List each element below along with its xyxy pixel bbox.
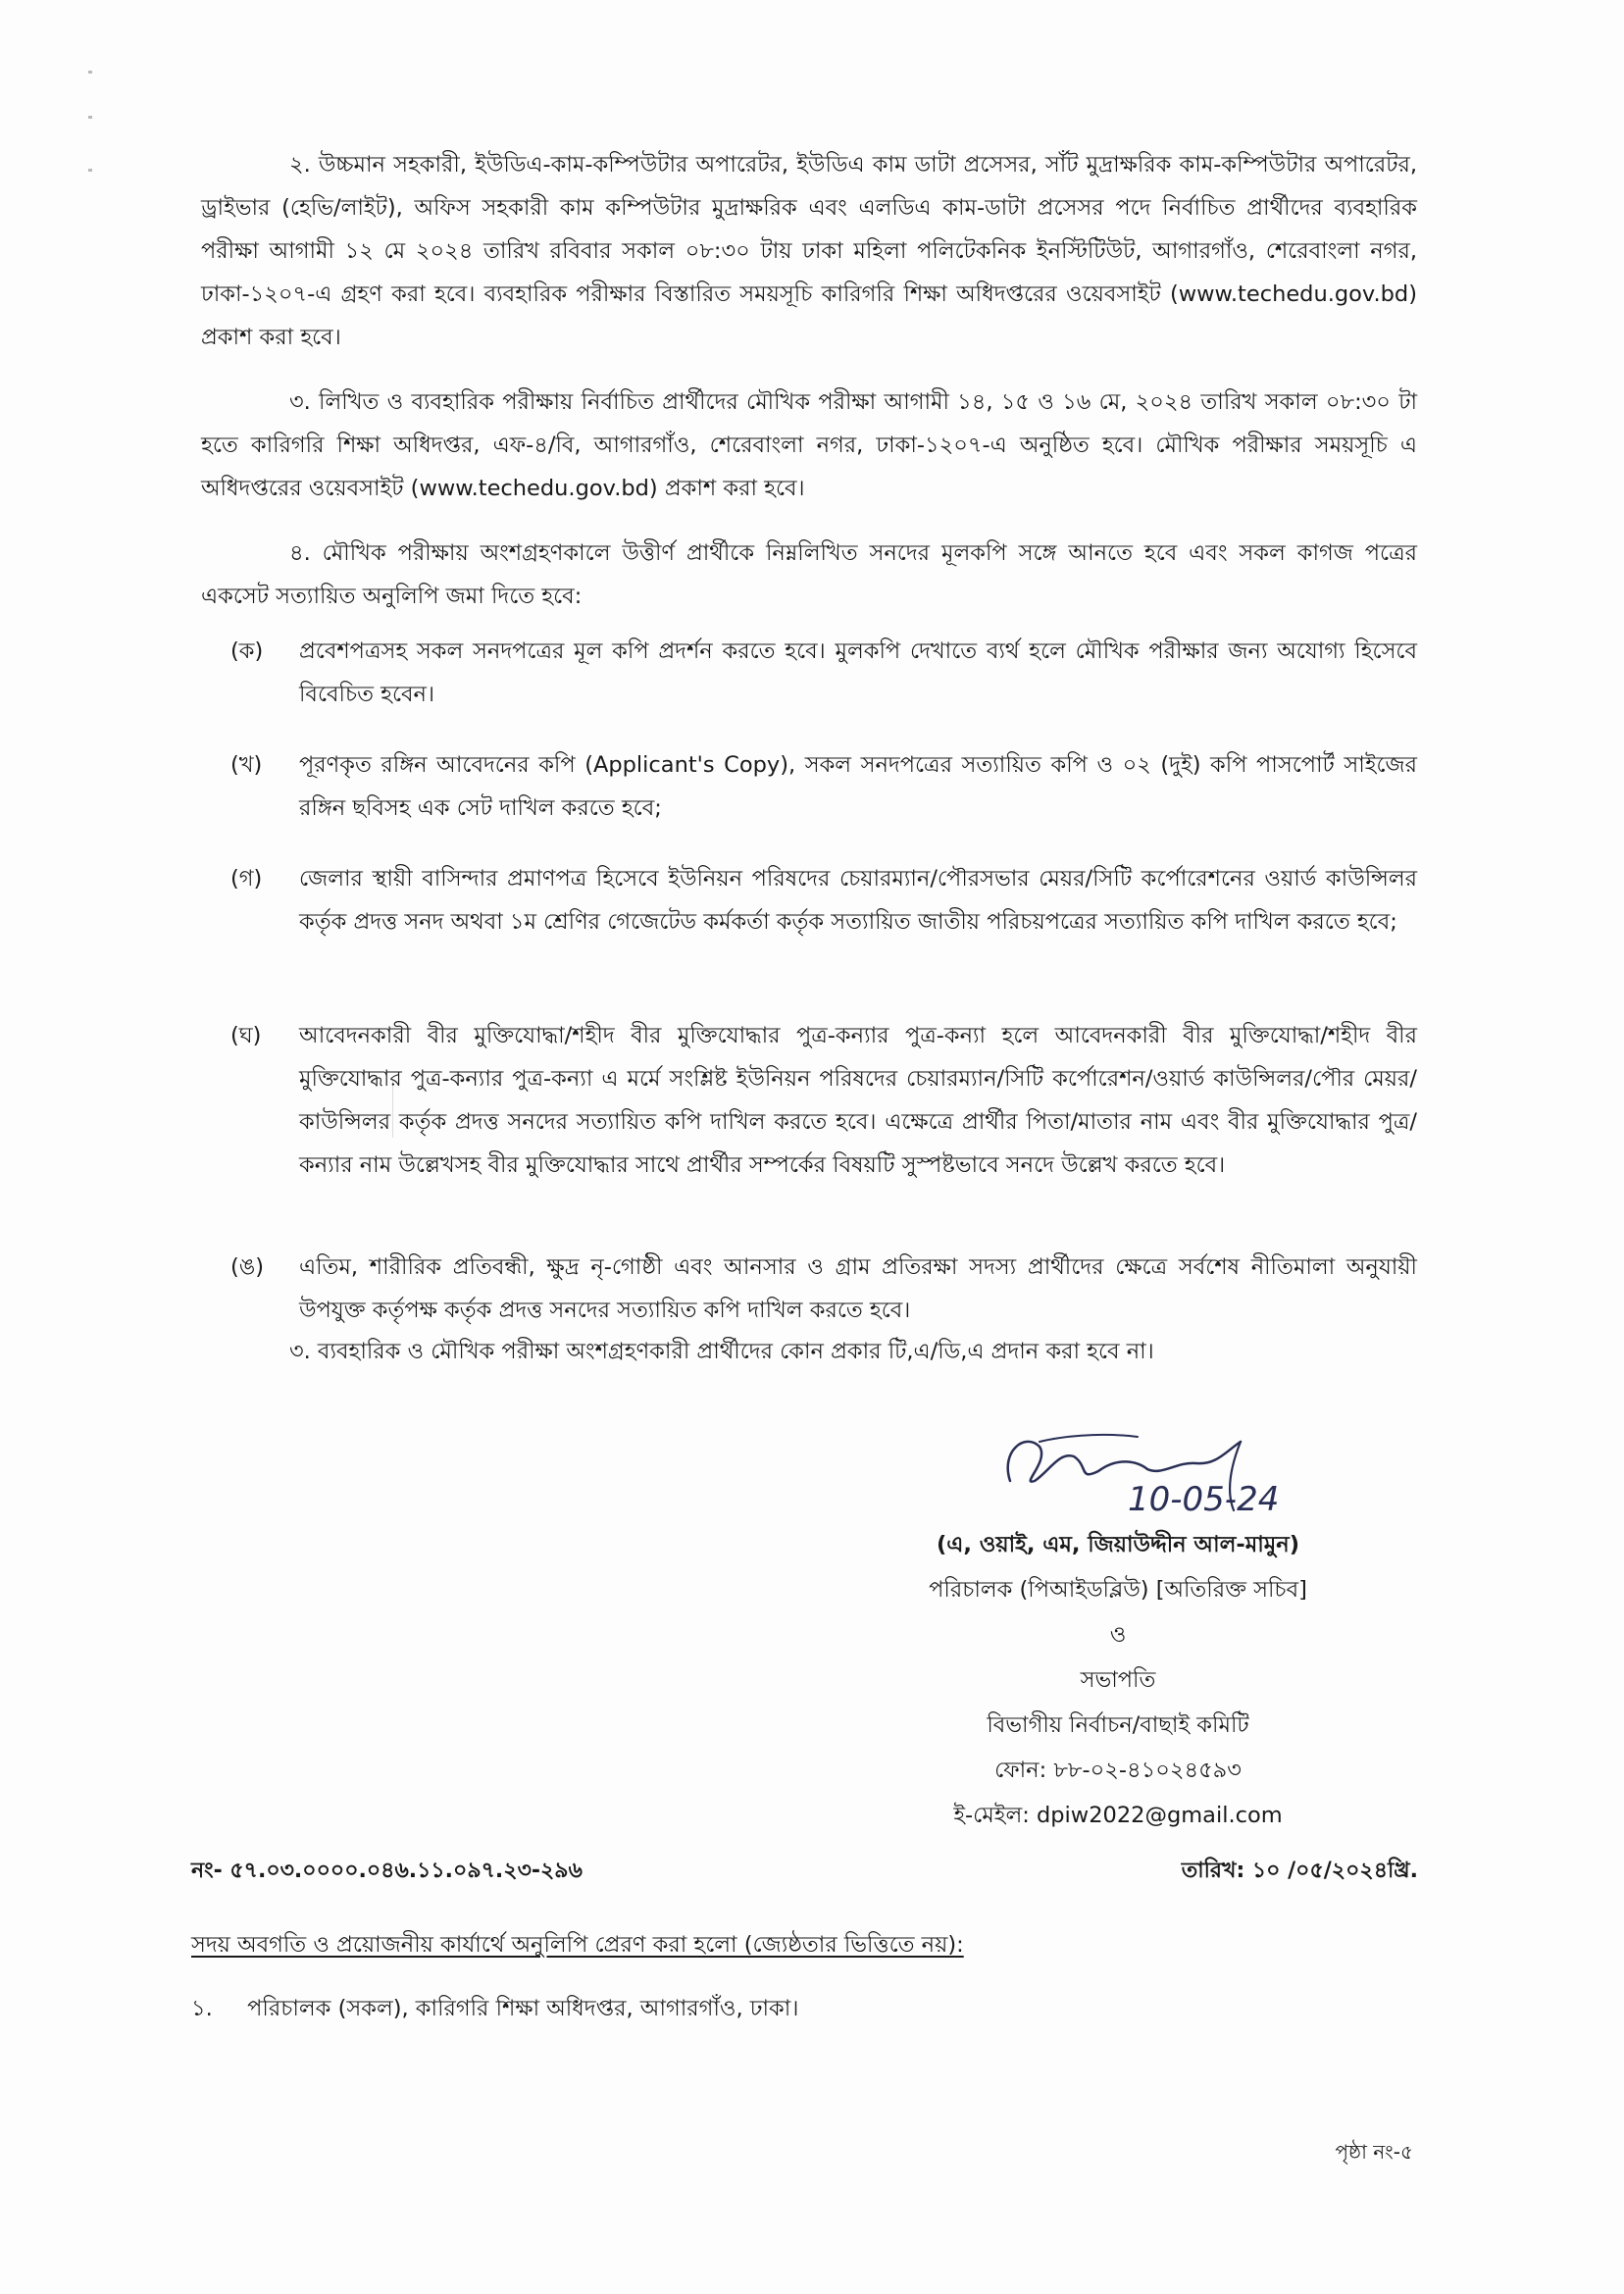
sub-item-label: (খ) [230,752,263,778]
copy-to-item-number: ১. [191,1996,213,2021]
paragraph-no-allowance: ৩. ব্যবহারিক ও মৌখিক পরীক্ষা অংশগ্রহণকারী প্রার্থীদের কোন প্রকার টি,এ/ডি,এ প্রদান করা হবে না। [289,1339,1154,1364]
memo-date: তারিখ: ১০ /০৫/২০২৪খ্রি. [1181,1859,1418,1883]
copy-to-heading: সদয় অবগতি ও প্রয়োজনীয় কার্যার্থে অনুলিপি প্রেরণ করা হলো (জ্যেষ্ঠতার ভিত্তিতে নয়): [191,1932,964,1958]
scan-mark [88,169,92,172]
signatory-name: (এ, ওয়াই, এম, জিয়াউদ্দীন আল-মামুন) [937,1532,1299,1557]
signatory-email: ই-মেইল: dpiw2022@gmail.com [953,1803,1283,1828]
copy-to-item-text: পরিচালক (সকল), কারিগরি শিক্ষা অধিদপ্তর, আগারগাঁও, ঢাকা। [247,1996,799,2021]
sub-item-label: (ঙ) [230,1254,265,1280]
sub-item-ga [230,857,1417,943]
paragraph-viva-exam: ৩. লিখিত ও ব্যবহারিক পরীক্ষায় নির্বাচিত প্রার্থীদের মৌখিক পরীক্ষা আগামী ১৪, ১৫ ও ১৬ মে, ২০২৪ তারিখ সকাল ০৮:৩০ টা হতে কারিগরি শিক্ষা অধিদপ্তর, এফ-৪/বি, আগারগাঁও, শেরেবাংলা নগর, ঢাকা-১২০৭-এ অনুষ্ঠিত হবে। মৌখিক পরীক্ষার সময়সূচি এ অধিদপ্তরের ওয়েবসাইট (www.techedu.gov.bd) প্রকাশ করা হবে। [201,389,1417,501]
page-number: পৃষ্ঠা নং-৫ [1335,2140,1413,2164]
sub-item-text: আবেদনকারী বীর মুক্তিযোদ্ধা/শহীদ বীর মুক্তিযোদ্ধার পুত্র-কন্যার পুত্র-কন্যা হলে আবেদনকারী বীর মুক্তিযোদ্ধা/শহীদ বীর মুক্তিযোদ্ধার পুত্র-কন্যার পুত্র-কন্যা এ মর্মে সংশ্লিষ্ট ইউনিয়ন পরিষদের চেয়ারম্যান/সিটি কর্পোরেশন/ওয়ার্ড কাউন্সিলর/পৌর মেয়র/কাউন্সিলর কর্তৃক প্রদত্ত সনদের সত্যায়িত কপি দাখিল করতে হবে। এক্ষেত্রে প্রার্থীর পিতা/মাতার নাম এবং বীর মুক্তিযোদ্ধার পুত্র/কন্যার নাম উল্লেখসহ বীর মুক্তিযোদ্ধার সাথে প্রার্থীর সম্পর্কের বিষয়টি সুস্পষ্টভাবে সনদে উল্লেখ করতে হবে। [299,1023,1417,1178]
sub-item-text: প্রবেশপত্রসহ সকল সনদপত্রের মূল কপি প্রদর্শন করতে হবে। মুলকপি দেখাতে ব্যর্থ হলে মৌখিক পরীক্ষার জন্য অযোগ্য হিসেবে বিবেচিত হবেন। [299,638,1417,707]
signatory-designation: পরিচালক (পিআইডব্লিউ) [অতিরিক্ত সচিব] [929,1577,1307,1603]
sub-item-label: (ক) [230,638,264,664]
sub-item-ka [230,630,1417,716]
sub-item-umo [230,1246,1417,1332]
paragraph-practical-exam: ২. উচ্চমান সহকারী, ইউডিএ-কাম-কম্পিউটার অপারেটর, ইউডিএ কাম ডাটা প্রসেসর, সাঁট মুদ্রাক্ষরিক কাম-কম্পিউটার অপারেটর, ড্রাইভার (হেভি/লাইট), অফিস সহকারী কাম কম্পিউটার মুদ্রাক্ষরিক এবং এলডিএ কাম-ডাটা প্রসেসর পদে নির্বাচিত প্রার্থীদের ব্যবহারিক পরীক্ষা আগামী ১২ মে ২০২৪ তারিখ রবিবার সকাল ০৮:৩০ টায় ঢাকা মহিলা পলিটেকনিক ইনস্টিটিউট, আগারগাঁও, শেরেবাংলা নগর, ঢাকা-১২০৭-এ গ্রহণ করা হবে। ব্যবহারিক পরীক্ষার বিস্তারিত সময়সূচি কারিগরি শিক্ষা অধিদপ্তরের ওয়েবসাইট (www.techedu.gov.bd) প্রকাশ করা হবে। [201,152,1417,350]
scan-mark [88,71,92,74]
signature-date: 10-05-24 [1128,1480,1280,1519]
sub-item-label: (ঘ) [230,1023,262,1048]
signature-block [843,1522,1393,1838]
sub-item-text: পূরণকৃত রঙ্গিন আবেদনের কপি (Applicant's Copy), সকল সনদপত্রের সত্যায়িত কপি ও ০২ (দুই) কপি পাসপোর্ট সাইজের রঙ্গিন ছবিসহ এক সেট দাখিল করতে হবে; [299,752,1417,821]
signatory-phone: ফোন: ৮৮-০২-৪১০২৪৫৯৩ [994,1758,1242,1783]
sub-item-text: জেলার স্থায়ী বাসিন্দার প্রমাণপত্র হিসেবে ইউনিয়ন পরিষদের চেয়ারম্যান/পৌরসভার মেয়র/সিটি কর্পোরেশনের ওয়ার্ড কাউন্সিলর কর্তৃক প্রদত্ত সনদ অথবা ১ম শ্রেণির গেজেটেড কর্মকর্তা কর্তৃক সত্যায়িত জাতীয় পরিচয়পত্রের সত্যায়িত কপি দাখিল করতে হবে; [299,866,1417,935]
signatory-conjunction: ও [1109,1622,1127,1648]
copy-to-item [191,1991,798,2028]
signatory-committee: বিভাগীয় নির্বাচন/বাছাই কমিটি [987,1712,1249,1738]
sub-item-kha [230,743,1417,830]
sub-item-gha [230,1014,1417,1187]
memo-number: নং- ৫৭.০৩.০০০০.০৪৬.১১.০৯৭.২৩-২৯৬ [191,1859,583,1883]
signatory-role: সভাপতি [1080,1667,1156,1693]
sub-item-label: (গ) [230,866,263,892]
signature-image [981,1412,1393,1520]
paragraph-documents-required: ৪. মৌখিক পরীক্ষায় অংশগ্রহণকালে উত্তীর্ণ প্রার্থীকে নিম্নলিখিত সনদের মূলকপি সঙ্গে আনতে হবে এবং সকল কাগজ পত্রের একসেট সত্যায়িত অনুলিপি জমা দিতে হবে: [201,540,1417,609]
sub-item-text: এতিম, শারীরিক প্রতিবন্ধী, ক্ষুদ্র নৃ-গোষ্ঠী এবং আনসার ও গ্রাম প্রতিরক্ষা সদস্য প্রার্থীদের ক্ষেত্রে সর্বশেষ নীতিমালা অনুযায়ী উপযুক্ত কর্তৃপক্ষ কর্তৃক প্রদত্ত সনদের সত্যায়িত কপি দাখিল করতে হবে। [299,1254,1417,1323]
scan-mark [88,116,92,119]
